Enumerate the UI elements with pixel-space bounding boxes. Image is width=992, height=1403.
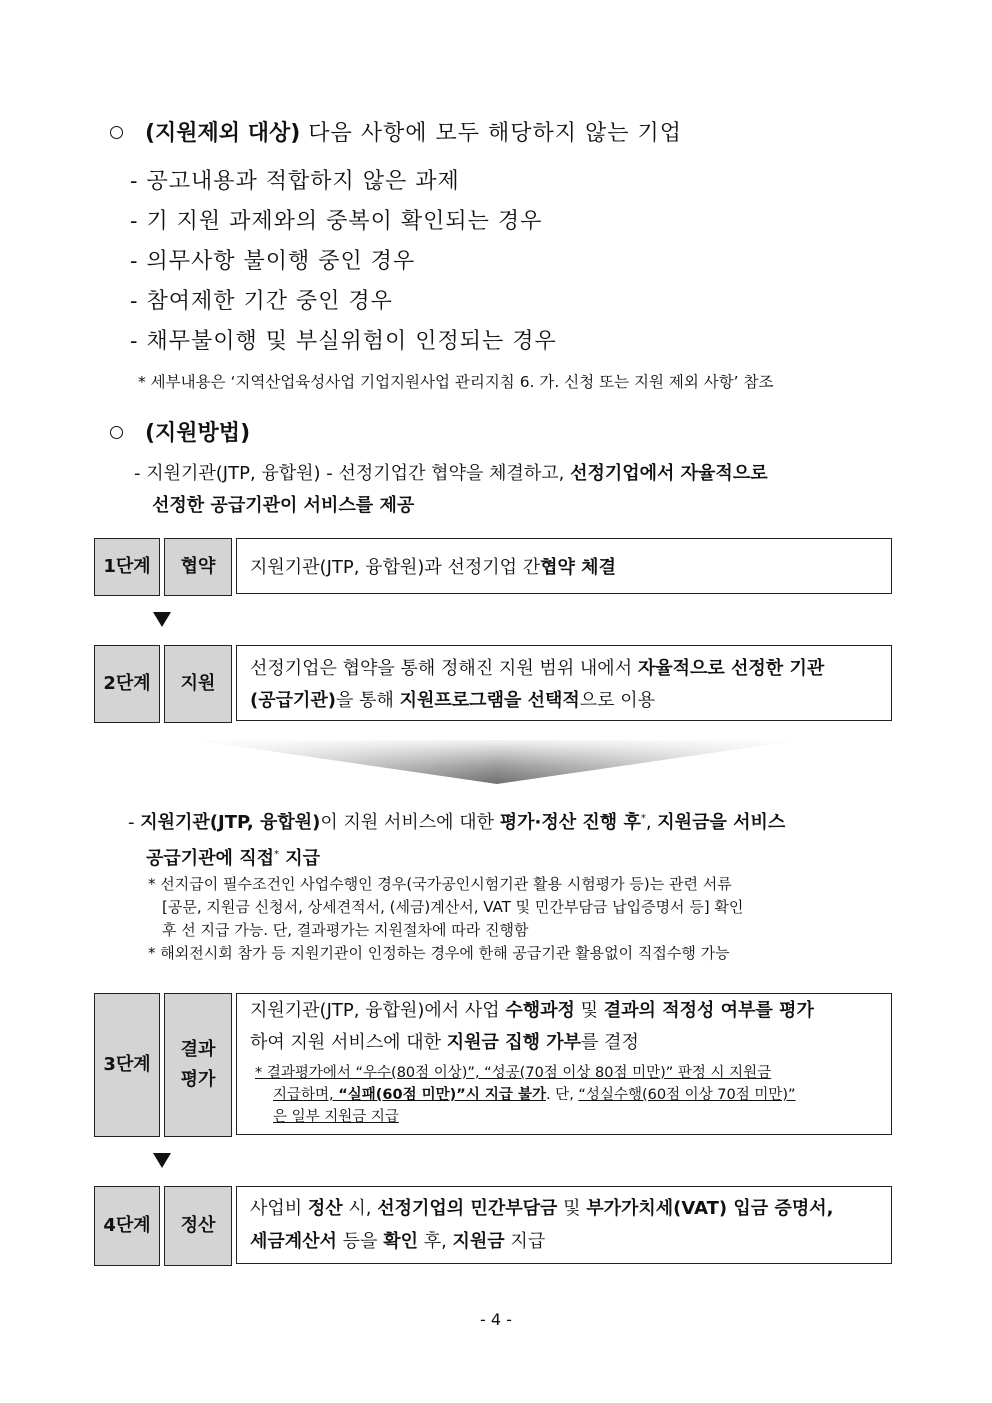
down-arrow-icon xyxy=(153,612,171,627)
method-intro: - 지원기관(JTP, 융합원) - 선정기업간 협약을 체결하고, 선정기업에서 자율적으로 선정한 공급기관이 서비스를 제공 xyxy=(134,463,768,516)
payment-notes: * 선지급이 필수조건인 사업수행인 경우(국가공인시험기관 활용 시험평가 등)는 관련 서류 [공문, 지원금 신청서, 상세견적서, (세금)계산서, VAT 및 민간부담금 납입증명서 등] 확인 후 선 지급 가능. 단, 결과평가는 지원절차에 따라 진행함 * 해외전시회 참가 등 지원기관이 인정하는 경우에 한해 공급기관 활용없이 직접수행 가능 xyxy=(148,875,744,962)
stage-4-label: 정산 xyxy=(164,1186,232,1266)
stage-4-description: 사업비 정산 시, 선정기업의 민간부담금 및 부가가치세(VAT) 입금 증명서, 세금계산서 등을 확인 후, 지원금 지급 xyxy=(236,1186,892,1264)
stage-3-description: 지원기관(JTP, 융합원)에서 사업 수행과정 및 결과의 적정성 여부를 평가 하여 지원 서비스에 대한 지원금 집행 가부를 결정 * 결과평가에서 “우수(80점 이상)”, “성공(70점 이상 80점 미만)” 판정 시 지원금 지급하며, “실패(60점 미만)”시 지급 불가. 단, “성실수행(60점 이상 70점 미만)” 은 일부 지원금 지급 xyxy=(236,993,892,1135)
exclusion-item: - 공고내용과 적합하지 않은 과제 xyxy=(130,169,460,194)
exclusion-item: - 참여제한 기간 중인 경우 xyxy=(130,289,393,314)
stage-4-step: 4단계 xyxy=(94,1186,160,1266)
stage-1-step: 1단계 xyxy=(94,538,160,596)
circle-bullet-icon xyxy=(110,126,123,139)
stage-2-label: 지원 xyxy=(164,645,232,723)
stage-2-step: 2단계 xyxy=(94,645,160,723)
section-exclusion-heading: (지원제외 대상) 다음 사항에 모두 해당하지 않는 기업 xyxy=(110,116,682,147)
stage-2-description: 선정기업은 협약을 통해 정해진 지원 범위 내에서 자율적으로 선정한 기관 (공급기관)을 통해 지원프로그램을 선택적으로 이용 xyxy=(236,645,892,721)
circle-bullet-icon xyxy=(110,426,123,439)
exclusion-note: * 세부내용은 ‘지역산업육성사업 기업지원사업 관리지침 6. 가. 신청 또는 지원 제외 사항’ 참조 xyxy=(138,373,774,391)
stage-3-step: 3단계 xyxy=(94,993,160,1137)
chevron-down-icon xyxy=(195,738,800,786)
stage-3-label: 결과 평가 xyxy=(164,993,232,1137)
exclusion-item: - 기 지원 과제와의 중복이 확인되는 경우 xyxy=(130,209,543,234)
page-number: - 4 - xyxy=(480,1310,512,1329)
stage-1-label: 협약 xyxy=(164,538,232,596)
exclusion-item: - 의무사항 불이행 중인 경우 xyxy=(130,249,416,274)
down-arrow-icon xyxy=(153,1153,171,1168)
section-method-heading: (지원방법) xyxy=(110,416,250,447)
stage-1-description: 지원기관(JTP, 융합원)과 선정기업 간 협약 체결 xyxy=(236,538,892,594)
exclusion-item: - 채무불이행 및 부실위험이 인정되는 경우 xyxy=(130,329,557,354)
payment-description: - 지원기관(JTP, 융합원)이 지원 서비스에 대한 평가·정산 진행 후*, 지원금을 서비스 공급기관에 직접* 지급 xyxy=(128,812,786,869)
